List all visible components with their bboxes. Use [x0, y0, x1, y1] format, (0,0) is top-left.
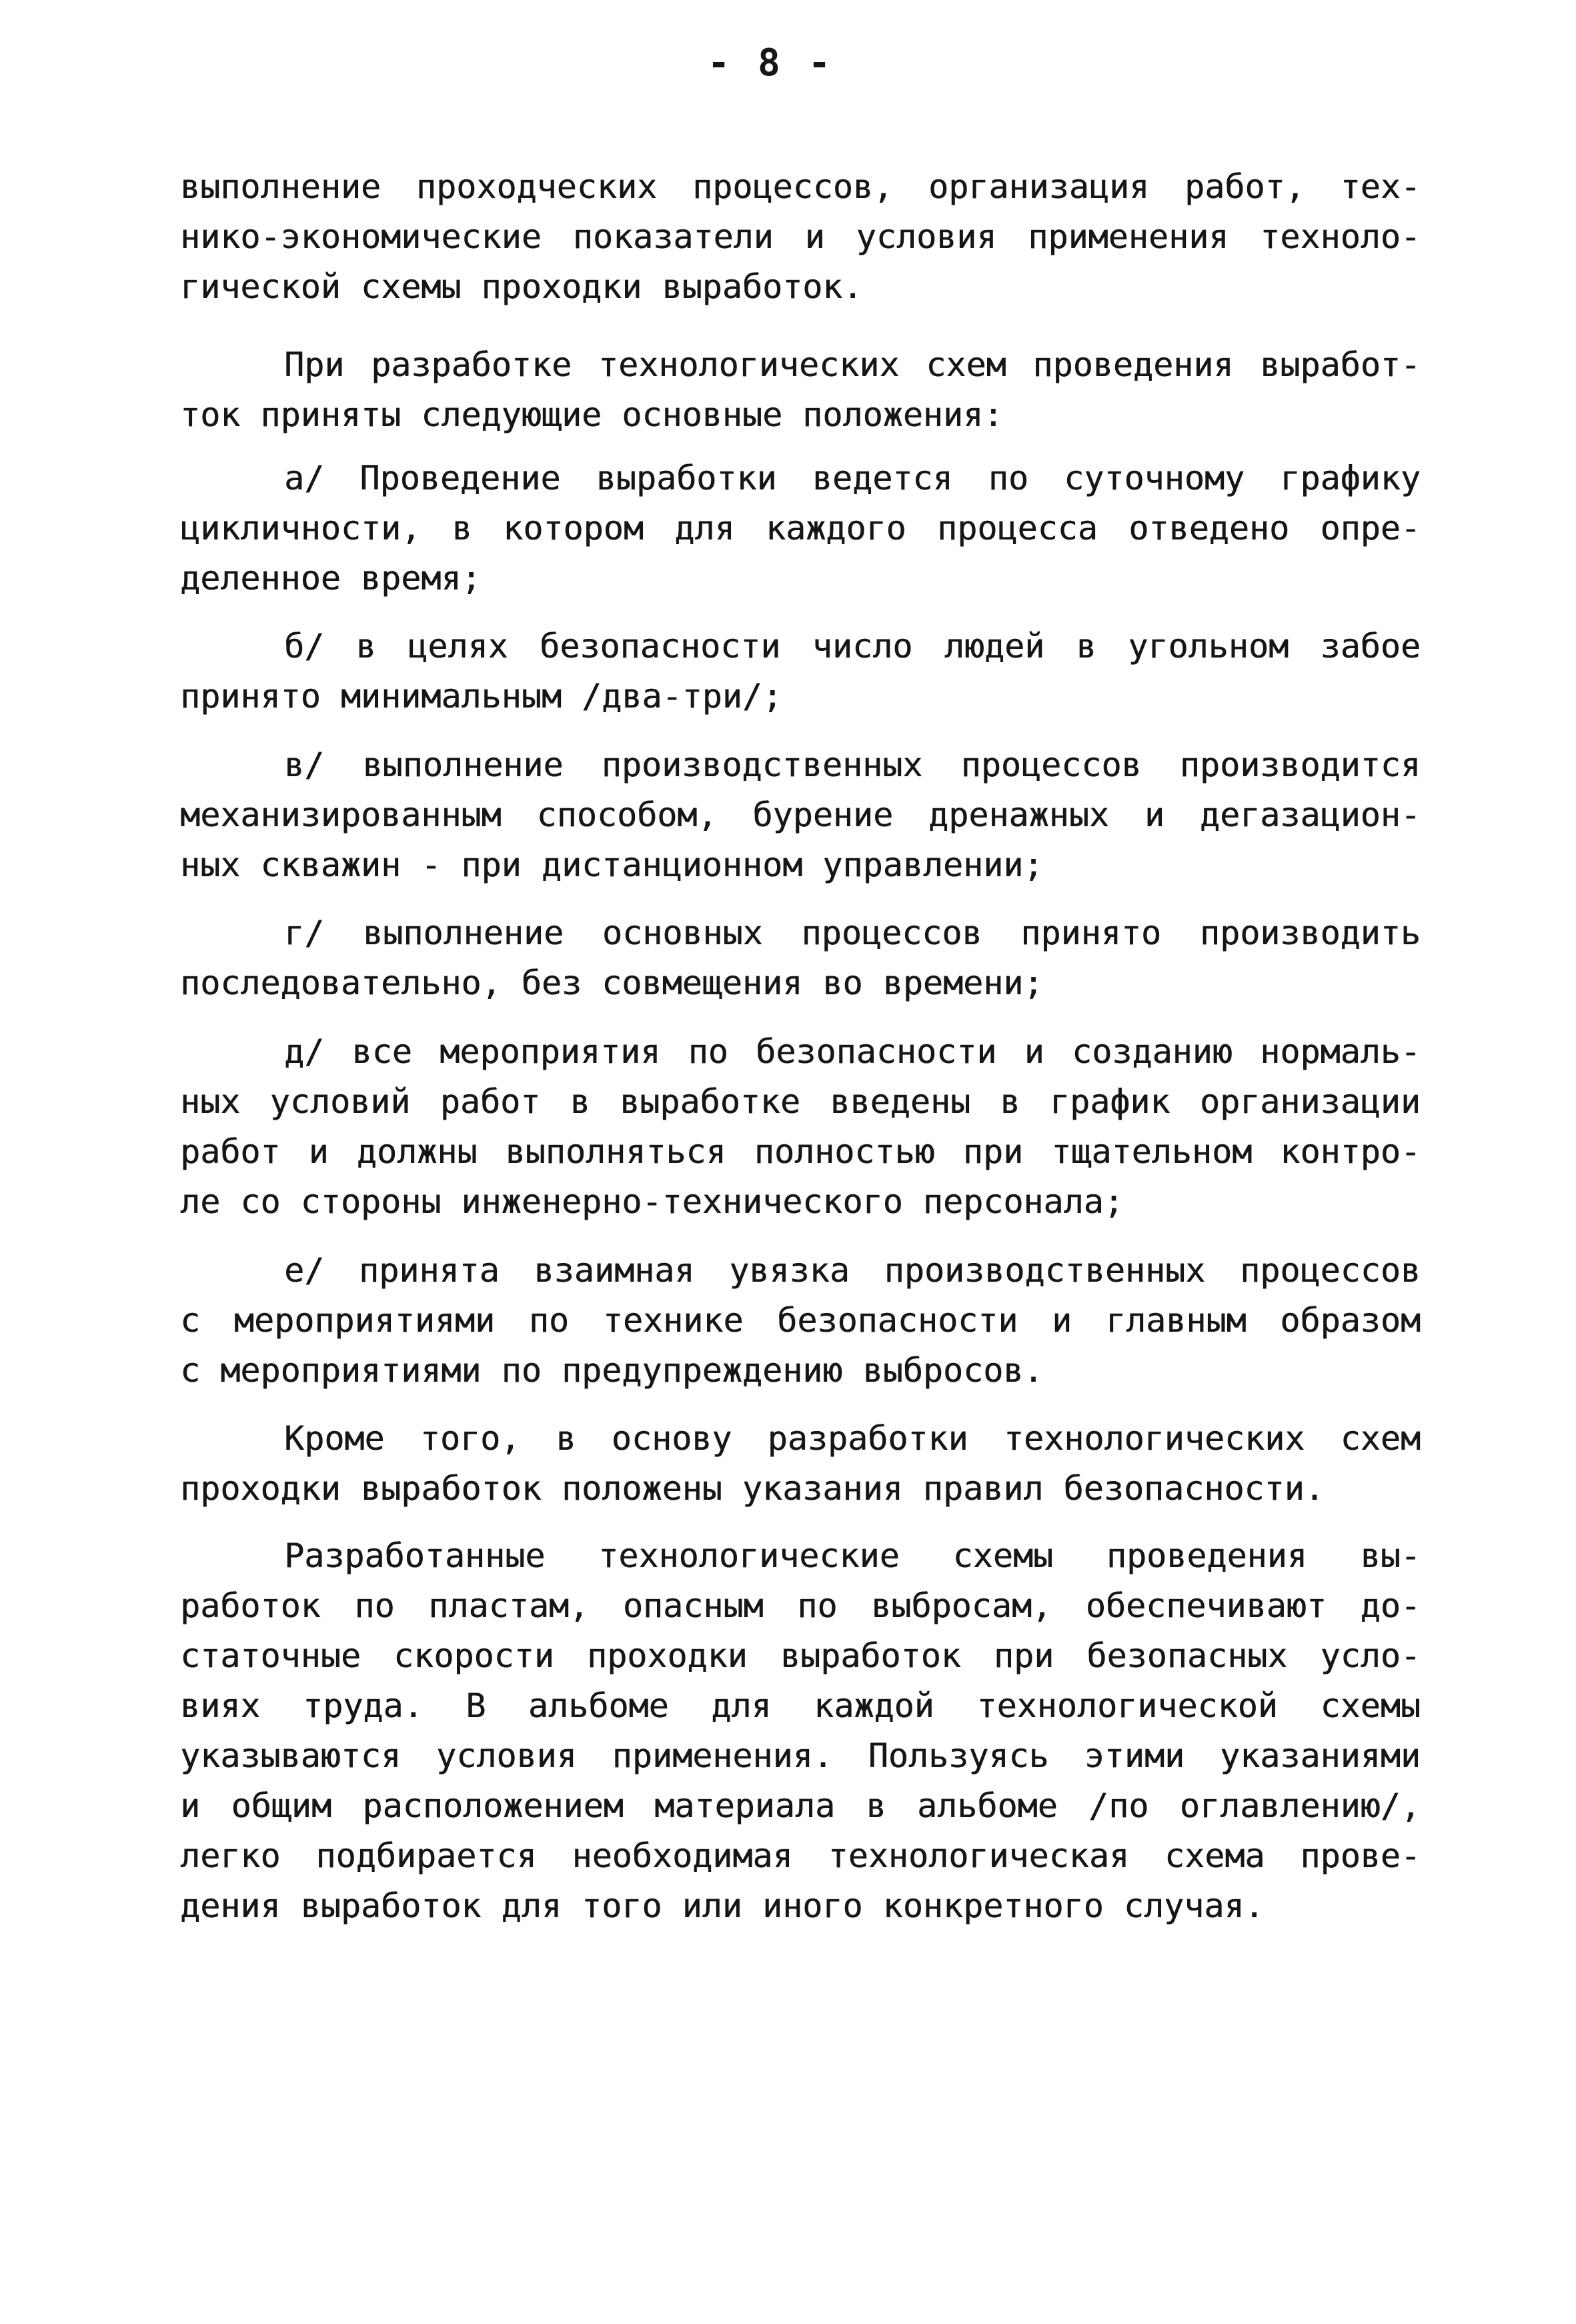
text-line: а/ Проведение выработки ведется по суточному графику [284, 459, 1421, 497]
text-line: принято минимальным /два-три/; [180, 677, 783, 716]
text-line: деленное время; [180, 559, 482, 598]
paragraph-intro-continuation [180, 162, 1421, 312]
text-line: ле со стороны инженерно-технического персонала; [180, 1182, 1124, 1221]
text-line: виях труда. В альбоме для каждой технологической схемы [180, 1686, 1421, 1725]
text-line: указываются условия применения. Пользуясь этими указаниями [180, 1736, 1421, 1775]
text-line: г/ выполнение основных процессов принято производить [284, 914, 1421, 952]
text-line: Кроме того, в основу разработки технологических схем [284, 1419, 1421, 1458]
paragraph-item-g [180, 908, 1421, 1008]
text-line: При разработке технологических схем проведения выработ- [284, 345, 1421, 384]
paragraph-conclusion [180, 1531, 1421, 1931]
text-line: ток приняты следующие основные положения: [180, 395, 1004, 434]
text-line: работок по пластам, опасным по выбросам, обеспечивают до- [180, 1586, 1421, 1625]
text-line: нико-экономические показатели и условия применения техноло- [180, 217, 1421, 256]
text-line: с мероприятиями по предупреждению выбросов. [180, 1351, 1044, 1390]
paragraph-item-b [180, 622, 1421, 722]
text-line: дения выработок для того или иного конкретного случая. [180, 1887, 1265, 1925]
text-line: и общим расположением материала в альбоме /по оглавлению/, [180, 1787, 1421, 1825]
paragraph-item-a [180, 453, 1421, 604]
text-line: ных скважин - при дистанционном управлении; [180, 846, 1044, 884]
text-line: д/ все мероприятия по безопасности и созданию нормаль- [284, 1032, 1421, 1071]
paragraph-main-provisions [180, 340, 1421, 440]
text-line: б/ в целях безопасности число людей в угольном забое [284, 627, 1421, 666]
text-line: цикличности, в котором для каждого процесса отведено опре- [180, 509, 1421, 547]
text-line: е/ принята взаимная увязка производственных процессов [284, 1251, 1421, 1290]
text-line: проходки выработок положены указания правил безопасности. [180, 1469, 1325, 1508]
paragraph-item-v [180, 740, 1421, 890]
text-line: легко подбирается необходимая технологическая схема прове- [180, 1837, 1421, 1875]
text-line: выполнение проходческих процессов, организация работ, тех- [180, 167, 1421, 206]
paragraph-item-e [180, 1246, 1421, 1396]
text-line: гической схемы проходки выработок. [180, 267, 863, 306]
text-line: в/ выполнение производственных процессов производится [284, 746, 1421, 784]
text-line: ных условий работ в выработке введены в график организации [180, 1082, 1421, 1121]
text-line: механизированным способом, бурение дренажных и дегазацион- [180, 796, 1421, 834]
text-line: статочные скорости проходки выработок при безопасных усло- [180, 1636, 1421, 1675]
paragraph-safety-rules [180, 1414, 1421, 1514]
page-number: - 8 - [707, 41, 834, 85]
text-line: Разработанные технологические схемы проведения вы- [284, 1536, 1421, 1575]
paragraph-item-d [180, 1027, 1421, 1227]
text-line: работ и должны выполняться полностью при тщательном контро- [180, 1132, 1421, 1171]
text-line: последовательно, без совмещения во времени; [180, 964, 1044, 1002]
text-line: с мероприятиями по технике безопасности и главным образом [180, 1301, 1421, 1340]
